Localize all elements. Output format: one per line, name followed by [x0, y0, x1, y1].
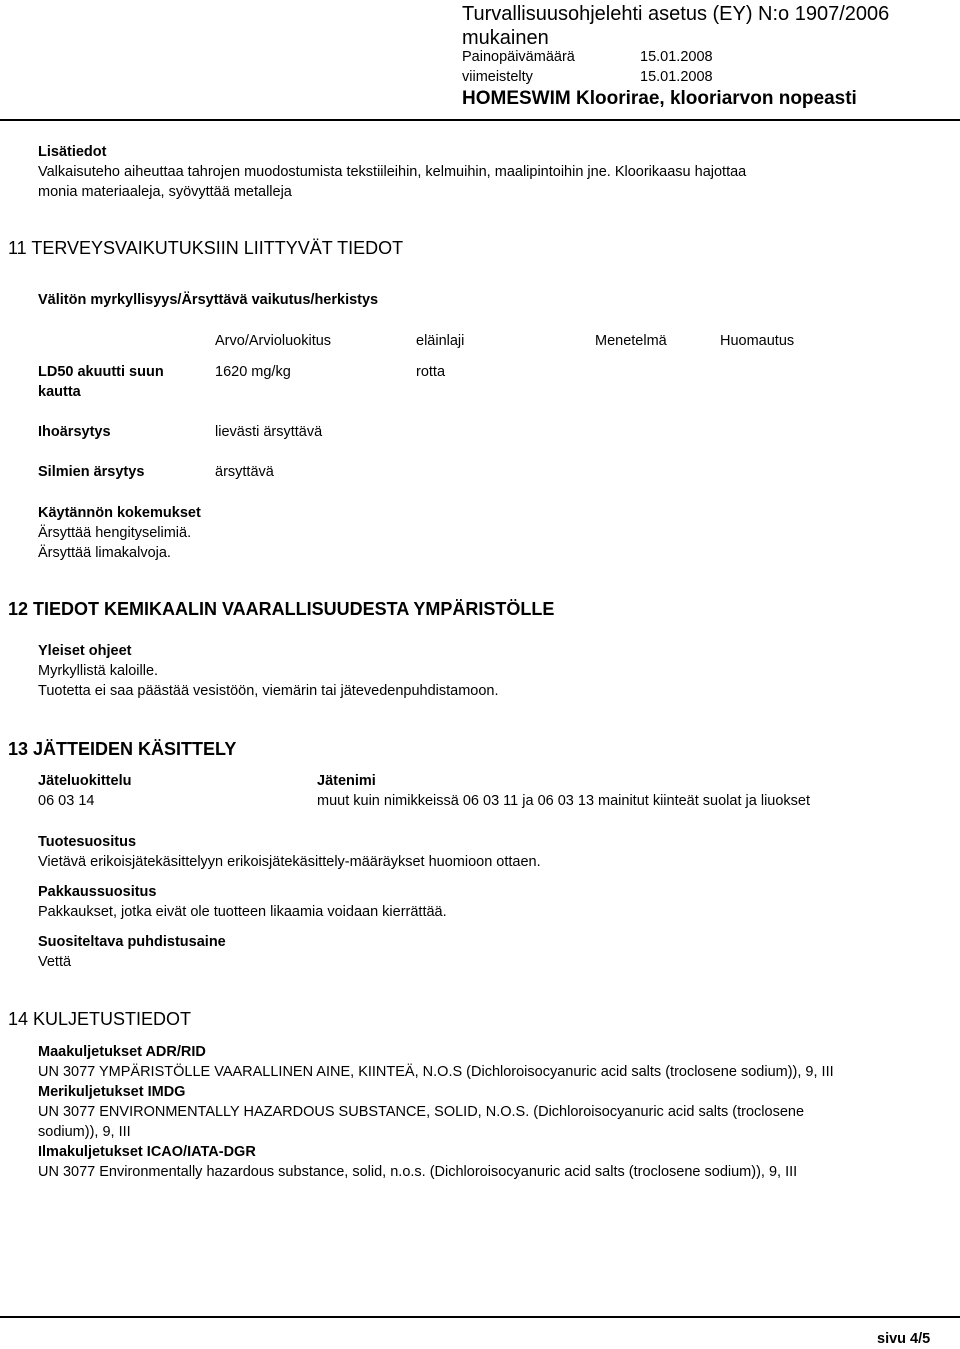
table-row-label: LD50 akuutti suun	[38, 364, 164, 380]
print-date-value: 15.01.2008	[640, 49, 713, 65]
header-divider	[0, 119, 960, 121]
package-recommendation-heading: Pakkaussuositus	[38, 884, 157, 900]
product-recommendation-text: Vietävä erikoisjätekäsittelyyn erikoisjätekäsittely-määräykset huomioon ottaen.	[38, 854, 541, 870]
road-transport-text: UN 3077 YMPÄRISTÖLLE VAARALLINEN AINE, KIINTEÄ, N.O.S (Dichloroisocyanuric acid salts (troclosene sodium)), 9, III	[38, 1064, 834, 1080]
waste-code: 06 03 14	[38, 793, 95, 809]
section-11-heading: 11 TERVEYSVAIKUTUKSIIN LIITTYVÄT TIEDOT	[8, 238, 404, 258]
table-cell-species: rotta	[416, 364, 446, 380]
cleaner-text: Vettä	[38, 954, 72, 970]
document-title-line1: Turvallisuusohjelehti asetus (EY) N:o 1907/2006	[462, 3, 890, 25]
section-12-heading: 12 TIEDOT KEMIKAALIN VAARALLISUUDESTA YMPÄRISTÖLLE	[8, 599, 555, 619]
column-header-remark: Huomautus	[720, 333, 795, 349]
package-recommendation-text: Pakkaukset, jotka eivät ole tuotteen likaamia voidaan kierrättää.	[38, 904, 447, 920]
sea-transport-heading: Merikuljetukset IMDG	[38, 1084, 186, 1100]
waste-class-label: Jäteluokittelu	[38, 773, 132, 789]
revised-date-value: 15.01.2008	[640, 69, 713, 85]
cleaner-heading: Suositeltava puhdistusaine	[38, 934, 226, 950]
sea-transport-text-line2: sodium)), 9, III	[38, 1124, 131, 1140]
footer-divider	[0, 1316, 960, 1318]
print-date-label: Painopäivämäärä	[462, 49, 575, 65]
column-header-species: eläinlaji	[416, 333, 465, 349]
table-cell-value: ärsyttävä	[215, 464, 274, 480]
section-13-heading: 13 JÄTTEIDEN KÄSITTELY	[8, 739, 237, 759]
lisatiedot-heading: Lisätiedot	[38, 144, 107, 160]
page-number: 4/5	[910, 1331, 931, 1347]
page-label: sivu	[877, 1331, 907, 1347]
waste-name-label: Jätenimi	[317, 773, 376, 789]
lisatiedot-text-line1: Valkaisuteho aiheuttaa tahrojen muodostumista tekstiileihin, kelmuihin, maalipintoihin jne. Kloorikaasu hajottaa	[38, 164, 747, 180]
section-11-subheading: Välitön myrkyllisyys/Ärsyttävä vaikutus/herkistys	[38, 292, 379, 308]
table-cell-value: 1620 mg/kg	[215, 364, 291, 380]
waste-name: muut kuin nimikkeissä 06 03 11 ja 06 03 13 mainitut kiinteät suolat ja liuokset	[317, 793, 811, 809]
column-header-method: Menetelmä	[595, 333, 667, 349]
table-row-label: Silmien ärsytys	[38, 464, 145, 480]
section-12-line2: Tuotetta ei saa päästää vesistöön, viemärin tai jätevedenpuhdistamoon.	[38, 683, 499, 699]
air-transport-heading: Ilmakuljetukset ICAO/IATA-DGR	[38, 1144, 256, 1160]
section-12-line1: Myrkyllistä kaloille.	[38, 663, 159, 679]
column-header-value: Arvo/Arvioluokitus	[215, 333, 332, 349]
sea-transport-text-line1: UN 3077 ENVIRONMENTALLY HAZARDOUS SUBSTANCE, SOLID, N.O.S. (Dichloroisocyanuric acid salts (troclosene	[38, 1104, 805, 1120]
revised-date-label: viimeistelty	[462, 69, 533, 85]
table-row-label: Ihoärsytys	[38, 424, 111, 440]
product-recommendation-heading: Tuotesuositus	[38, 834, 137, 850]
section-14-heading: 14 KULJETUSTIEDOT	[8, 1009, 192, 1029]
section-12-subheading: Yleiset ohjeet	[38, 643, 132, 659]
lisatiedot-text-line2: monia materiaaleja, syövyttää metalleja	[38, 184, 292, 200]
page-indicator	[877, 1329, 930, 1349]
road-transport-heading: Maakuljetukset ADR/RID	[38, 1044, 206, 1060]
experience-line1: Ärsyttää hengityselimiä.	[38, 525, 192, 541]
document-title-line2: mukainen	[462, 27, 549, 49]
air-transport-text: UN 3077 Environmentally hazardous substance, solid, n.o.s. (Dichloroisocyanuric acid salts (troclosene sodium)), 9, III	[38, 1164, 798, 1180]
experience-line2: Ärsyttää limakalvoja.	[38, 545, 171, 561]
experience-heading: Käytännön kokemukset	[38, 505, 201, 521]
product-name: HOMESWIM Kloorirae, klooriarvon nopeasti	[462, 88, 857, 109]
table-row-label: kautta	[38, 384, 81, 400]
table-cell-value: lievästi ärsyttävä	[215, 424, 323, 440]
